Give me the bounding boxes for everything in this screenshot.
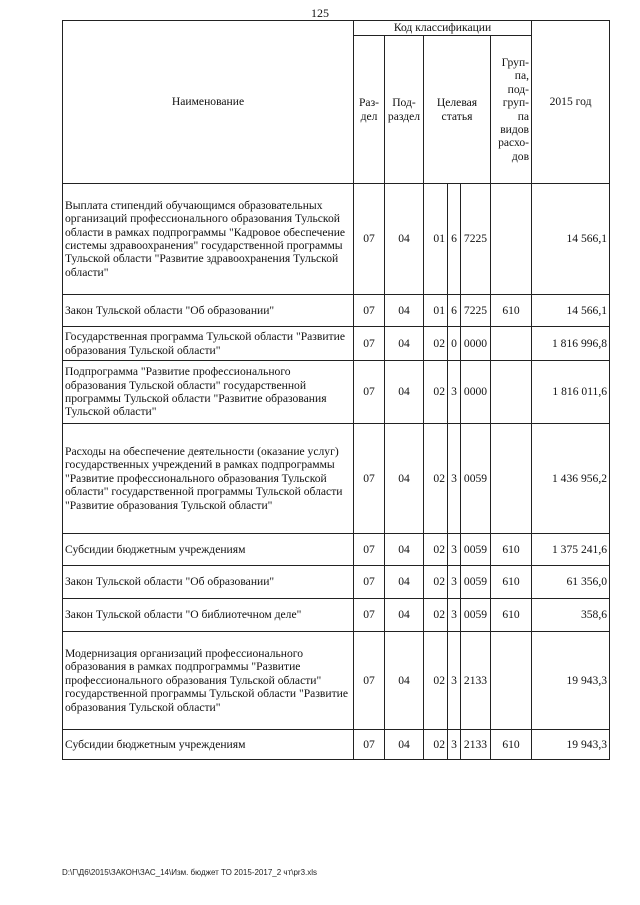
row-name: Расходы на обеспечение деятельности (оказание услуг) государственных учреждений в рамках подпрограммы "Развитие профессионального образования Тульской области" государственной программы Тульской области "Развитие образования Тульской области" (63, 424, 354, 534)
header-razdel: Раз- дел (354, 36, 385, 184)
row-amount: 14 566,1 (532, 295, 610, 327)
header-target-article: Целевая статья (424, 36, 491, 184)
row-target-direction: 0059 (461, 424, 491, 534)
row-target-program: 02 (424, 361, 448, 424)
row-expense-type (491, 361, 532, 424)
row-target-program: 01 (424, 184, 448, 295)
row-razdel: 07 (354, 424, 385, 534)
row-target-program: 02 (424, 424, 448, 534)
row-razdel: 07 (354, 632, 385, 730)
row-razdel: 07 (354, 184, 385, 295)
row-podrazdel: 04 (385, 566, 424, 599)
row-name: Подпрограмма "Развитие профессионального образования Тульской области" государственной программы Тульской области "Развитие образования Тульской области" (63, 361, 354, 424)
row-expense-type: 610 (491, 295, 532, 327)
row-expense-type (491, 424, 532, 534)
row-target-direction: 7225 (461, 295, 491, 327)
row-target-subprogram: 3 (448, 424, 461, 534)
row-target-direction: 0000 (461, 327, 491, 361)
row-amount: 1 816 996,8 (532, 327, 610, 361)
row-amount: 19 943,3 (532, 632, 610, 730)
row-expense-type (491, 632, 532, 730)
row-razdel: 07 (354, 730, 385, 760)
table-row (63, 599, 610, 632)
row-podrazdel: 04 (385, 730, 424, 760)
row-podrazdel: 04 (385, 599, 424, 632)
table-row (63, 566, 610, 599)
row-razdel: 07 (354, 295, 385, 327)
row-name: Выплата стипендий обучающимся образовательных организаций профессионального образования Тульской области в рамках подпрограммы "Кадровое обеспечение системы здравоохранения" государственной программы Тульской области "Развитие здравоохранения Тульской области" (63, 184, 354, 295)
row-target-subprogram: 3 (448, 730, 461, 760)
row-expense-type: 610 (491, 566, 532, 599)
row-amount: 358,6 (532, 599, 610, 632)
row-expense-type (491, 327, 532, 361)
row-target-subprogram: 0 (448, 327, 461, 361)
row-target-subprogram: 3 (448, 566, 461, 599)
row-target-program: 02 (424, 566, 448, 599)
row-amount: 61 356,0 (532, 566, 610, 599)
row-target-direction: 0000 (461, 361, 491, 424)
row-expense-type: 610 (491, 730, 532, 760)
row-target-direction: 0059 (461, 566, 491, 599)
row-target-program: 01 (424, 295, 448, 327)
row-target-direction: 0059 (461, 534, 491, 566)
row-target-subprogram: 6 (448, 295, 461, 327)
row-amount: 1 816 011,6 (532, 361, 610, 424)
row-razdel: 07 (354, 534, 385, 566)
row-target-subprogram: 3 (448, 599, 461, 632)
row-amount: 19 943,3 (532, 730, 610, 760)
row-podrazdel: 04 (385, 295, 424, 327)
row-razdel: 07 (354, 566, 385, 599)
header-podrazdel: Под- раздел (385, 36, 424, 184)
row-amount: 1 375 241,6 (532, 534, 610, 566)
row-target-subprogram: 3 (448, 361, 461, 424)
row-expense-type (491, 184, 532, 295)
row-podrazdel: 04 (385, 361, 424, 424)
row-target-program: 02 (424, 632, 448, 730)
table-row (63, 184, 610, 295)
row-name: Закон Тульской области "Об образовании" (63, 566, 354, 599)
row-razdel: 07 (354, 599, 385, 632)
row-name: Субсидии бюджетным учреждениям (63, 730, 354, 760)
row-target-direction: 7225 (461, 184, 491, 295)
table-row (63, 424, 610, 534)
table-row (63, 534, 610, 566)
row-target-program: 02 (424, 730, 448, 760)
row-target-subprogram: 3 (448, 534, 461, 566)
row-podrazdel: 04 (385, 184, 424, 295)
header-classification: Код классификации (354, 21, 532, 36)
row-target-subprogram: 3 (448, 632, 461, 730)
row-target-direction: 2133 (461, 730, 491, 760)
header-name: Наименование (63, 21, 354, 184)
table-row (63, 327, 610, 361)
row-expense-type: 610 (491, 534, 532, 566)
row-razdel: 07 (354, 361, 385, 424)
header-expense-type: Груп- па, под- груп- па видов расхо- дов (491, 36, 532, 184)
row-razdel: 07 (354, 327, 385, 361)
row-amount: 14 566,1 (532, 184, 610, 295)
budget-table (62, 20, 610, 760)
table-row (63, 295, 610, 327)
row-target-direction: 2133 (461, 632, 491, 730)
row-target-subprogram: 6 (448, 184, 461, 295)
row-name: Модернизация организаций профессионального образования в рамках подпрограммы "Развитие профессионального образования Тульской области" государственной программы Тульской области "Развитие образования Тульской области" (63, 632, 354, 730)
header-year: 2015 год (532, 21, 610, 184)
row-target-program: 02 (424, 534, 448, 566)
row-podrazdel: 04 (385, 327, 424, 361)
row-target-direction: 0059 (461, 599, 491, 632)
row-target-program: 02 (424, 327, 448, 361)
page-number: 125 (311, 6, 329, 20)
row-name: Закон Тульской области "Об образовании" (63, 295, 354, 327)
file-path-footer: D:\Г\Д6\2015\ЗАКОН\ЗАС_14\Изм. бюджет ТО 2015-2017_2 чт\pr3.xls (62, 868, 318, 877)
row-name: Закон Тульской области "О библиотечном деле" (63, 599, 354, 632)
row-podrazdel: 04 (385, 534, 424, 566)
row-name: Субсидии бюджетным учреждениям (63, 534, 354, 566)
table-row (63, 632, 610, 730)
table-row (63, 730, 610, 760)
row-name: Государственная программа Тульской области "Развитие образования Тульской области" (63, 327, 354, 361)
row-podrazdel: 04 (385, 632, 424, 730)
row-target-program: 02 (424, 599, 448, 632)
row-expense-type: 610 (491, 599, 532, 632)
row-amount: 1 436 956,2 (532, 424, 610, 534)
table-row (63, 361, 610, 424)
row-podrazdel: 04 (385, 424, 424, 534)
